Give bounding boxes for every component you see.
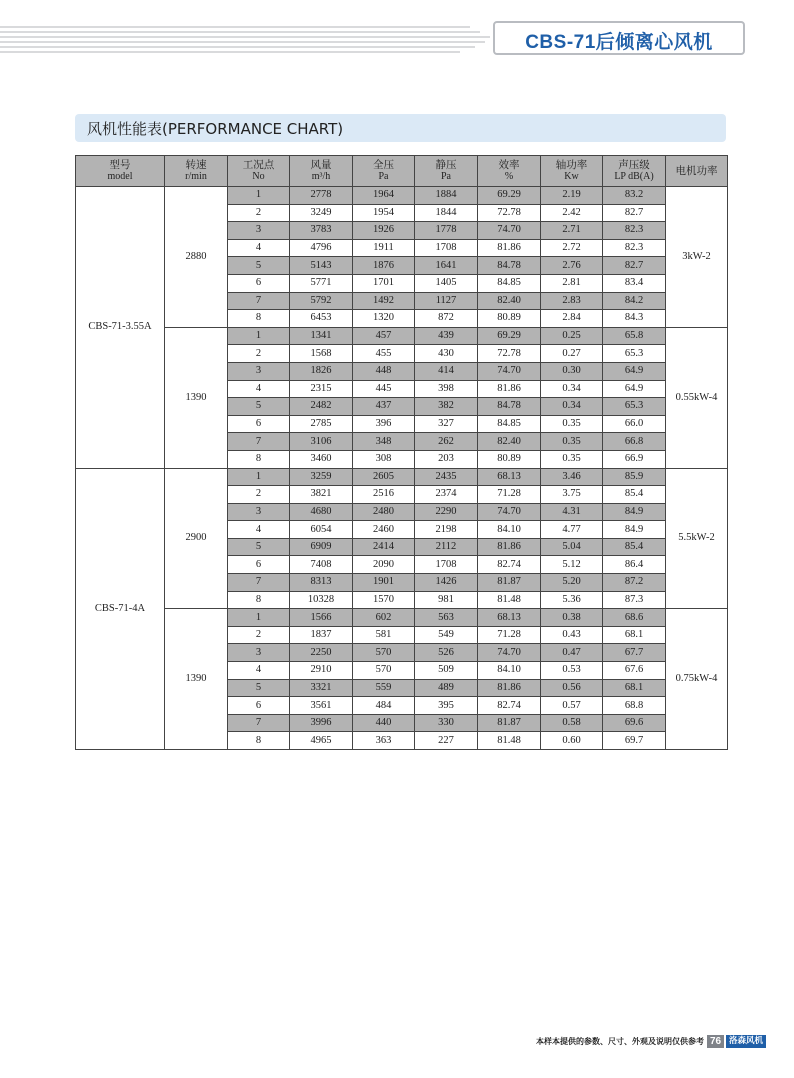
point-cell: 1 [228,468,290,486]
shaft-power-cell: 5.20 [541,574,603,592]
sound-level-cell: 69.7 [603,732,666,750]
airflow-cell: 2778 [290,187,353,205]
table-row [76,468,728,486]
efficiency-cell: 81.48 [478,591,541,609]
sound-level-cell: 87.3 [603,591,666,609]
section-title: 风机性能表(PERFORMANCE CHART) [87,120,344,138]
static-pressure-cell: 1426 [415,574,478,592]
airflow-cell: 1566 [290,609,353,627]
shaft-power-cell: 0.34 [541,398,603,416]
point-cell: 2 [228,345,290,363]
efficiency-cell: 80.89 [478,310,541,328]
airflow-cell: 2910 [290,662,353,680]
efficiency-cell: 84.78 [478,398,541,416]
shaft-power-cell: 2.42 [541,204,603,222]
section-header [75,114,726,142]
sound-level-cell: 84.3 [603,310,666,328]
total-pressure-cell: 1901 [353,574,415,592]
airflow-cell: 4796 [290,239,353,257]
speed-cell: 1390 [165,327,228,468]
total-pressure-cell: 602 [353,609,415,627]
model-cell: CBS-71-3.55A [76,187,165,469]
sound-level-cell: 67.6 [603,662,666,680]
point-cell: 7 [228,433,290,451]
efficiency-cell: 84.10 [478,662,541,680]
column-header-label: 型号 [109,159,131,171]
point-cell: 6 [228,274,290,292]
column-header [666,156,728,187]
efficiency-cell: 81.86 [478,679,541,697]
airflow-cell: 2315 [290,380,353,398]
static-pressure-cell: 981 [415,591,478,609]
efficiency-cell: 82.74 [478,697,541,715]
table-row [76,609,728,627]
column-header [228,156,290,187]
sound-level-cell: 85.4 [603,486,666,504]
point-cell: 8 [228,732,290,750]
table-row [76,327,728,345]
sound-level-cell: 84.9 [603,521,666,539]
shaft-power-cell: 0.35 [541,433,603,451]
speed-cell: 2900 [165,468,228,609]
sound-level-cell: 82.7 [603,257,666,275]
shaft-power-cell: 2.81 [541,274,603,292]
static-pressure-cell: 439 [415,327,478,345]
column-header [478,156,541,187]
sound-level-cell: 86.4 [603,556,666,574]
point-cell: 5 [228,398,290,416]
sound-level-cell: 68.6 [603,609,666,627]
airflow-cell: 3321 [290,679,353,697]
total-pressure-cell: 2480 [353,503,415,521]
shaft-power-cell: 0.43 [541,626,603,644]
total-pressure-cell: 570 [353,644,415,662]
column-header [353,156,415,187]
motor-power-cell: 0.55kW-4 [666,327,728,468]
column-header-unit: LP dB(A) [614,171,654,182]
shaft-power-cell: 5.04 [541,538,603,556]
column-header [415,156,478,187]
point-cell: 8 [228,310,290,328]
total-pressure-cell: 1701 [353,274,415,292]
shaft-power-cell: 0.30 [541,362,603,380]
shaft-power-cell: 0.27 [541,345,603,363]
total-pressure-cell: 440 [353,714,415,732]
airflow-cell: 6453 [290,310,353,328]
sound-level-cell: 64.9 [603,380,666,398]
sound-level-cell: 68.1 [603,679,666,697]
airflow-cell: 3996 [290,714,353,732]
brand-label: 洛森风机 [726,1035,766,1048]
total-pressure-cell: 396 [353,415,415,433]
airflow-cell: 1568 [290,345,353,363]
page-title: CBS-71后倾离心风机 [525,32,713,53]
shaft-power-cell: 0.35 [541,415,603,433]
model-cell: CBS-71-4A [76,468,165,750]
motor-power-cell: 0.75kW-4 [666,609,728,750]
page-number: 76 [707,1035,724,1048]
column-header-unit: % [504,171,514,182]
sound-level-cell: 66.8 [603,433,666,451]
static-pressure-cell: 327 [415,415,478,433]
column-header [76,156,165,187]
shaft-power-cell: 3.75 [541,486,603,504]
static-pressure-cell: 414 [415,362,478,380]
sound-level-cell: 66.0 [603,415,666,433]
airflow-cell: 2785 [290,415,353,433]
shaft-power-cell: 4.77 [541,521,603,539]
airflow-cell: 8313 [290,574,353,592]
static-pressure-cell: 1405 [415,274,478,292]
static-pressure-cell: 549 [415,626,478,644]
airflow-cell: 2250 [290,644,353,662]
static-pressure-cell: 1641 [415,257,478,275]
efficiency-cell: 71.28 [478,626,541,644]
total-pressure-cell: 2460 [353,521,415,539]
total-pressure-cell: 1570 [353,591,415,609]
point-cell: 5 [228,679,290,697]
point-cell: 7 [228,714,290,732]
sound-level-cell: 85.9 [603,468,666,486]
sound-level-cell: 65.3 [603,398,666,416]
airflow-cell: 4680 [290,503,353,521]
airflow-cell: 1826 [290,362,353,380]
shaft-power-cell: 4.31 [541,503,603,521]
point-cell: 5 [228,538,290,556]
column-header-unit: Kw [564,171,579,182]
airflow-cell: 4965 [290,732,353,750]
total-pressure-cell: 308 [353,450,415,468]
table-row [76,187,728,205]
total-pressure-cell: 2414 [353,538,415,556]
total-pressure-cell: 581 [353,626,415,644]
airflow-cell: 5143 [290,257,353,275]
total-pressure-cell: 448 [353,362,415,380]
total-pressure-cell: 455 [353,345,415,363]
efficiency-cell: 69.29 [478,187,541,205]
table-body [76,187,728,750]
total-pressure-cell: 2605 [353,468,415,486]
point-cell: 7 [228,574,290,592]
column-header-label: 转速 [185,159,207,171]
column-header [165,156,228,187]
point-cell: 1 [228,327,290,345]
shaft-power-cell: 5.12 [541,556,603,574]
point-cell: 4 [228,239,290,257]
total-pressure-cell: 1492 [353,292,415,310]
point-cell: 1 [228,187,290,205]
point-cell: 6 [228,556,290,574]
shaft-power-cell: 0.57 [541,697,603,715]
static-pressure-cell: 395 [415,697,478,715]
shaft-power-cell: 0.47 [541,644,603,662]
sound-level-cell: 82.3 [603,239,666,257]
column-header-unit: Pa [441,171,451,182]
airflow-cell: 6054 [290,521,353,539]
point-cell: 3 [228,503,290,521]
efficiency-cell: 82.40 [478,292,541,310]
sound-level-cell: 83.2 [603,187,666,205]
airflow-cell: 3561 [290,697,353,715]
point-cell: 6 [228,697,290,715]
column-header-unit: model [107,171,133,182]
point-cell: 3 [228,644,290,662]
static-pressure-cell: 2198 [415,521,478,539]
point-cell: 6 [228,415,290,433]
static-pressure-cell: 1127 [415,292,478,310]
efficiency-cell: 81.87 [478,574,541,592]
efficiency-cell: 81.86 [478,239,541,257]
airflow-cell: 2482 [290,398,353,416]
static-pressure-cell: 203 [415,450,478,468]
airflow-cell: 3821 [290,486,353,504]
static-pressure-cell: 330 [415,714,478,732]
efficiency-cell: 80.89 [478,450,541,468]
point-cell: 3 [228,362,290,380]
efficiency-cell: 68.13 [478,468,541,486]
airflow-cell: 10328 [290,591,353,609]
column-header [290,156,353,187]
column-header-unit: r/min [185,171,207,182]
sound-level-cell: 84.9 [603,503,666,521]
efficiency-cell: 82.40 [478,433,541,451]
column-header [541,156,603,187]
static-pressure-cell: 563 [415,609,478,627]
point-cell: 8 [228,450,290,468]
total-pressure-cell: 445 [353,380,415,398]
total-pressure-cell: 1954 [353,204,415,222]
motor-power-cell: 3kW-2 [666,187,728,328]
static-pressure-cell: 262 [415,433,478,451]
table-header-row [76,156,728,187]
efficiency-cell: 69.29 [478,327,541,345]
total-pressure-cell: 348 [353,433,415,451]
total-pressure-cell: 1964 [353,187,415,205]
point-cell: 1 [228,609,290,627]
efficiency-cell: 81.86 [478,538,541,556]
static-pressure-cell: 430 [415,345,478,363]
column-header [603,156,666,187]
footer-note: 本样本提供的参数、尺寸、外观及说明仅供参考 [536,1037,704,1046]
shaft-power-cell: 5.36 [541,591,603,609]
sound-level-cell: 64.9 [603,362,666,380]
static-pressure-cell: 227 [415,732,478,750]
efficiency-cell: 72.78 [478,345,541,363]
static-pressure-cell: 2374 [415,486,478,504]
column-header-unit: Pa [378,171,389,182]
shaft-power-cell: 0.60 [541,732,603,750]
efficiency-cell: 84.10 [478,521,541,539]
shaft-power-cell: 2.76 [541,257,603,275]
column-header-unit: m³/h [311,171,331,182]
sound-level-cell: 67.7 [603,644,666,662]
total-pressure-cell: 570 [353,662,415,680]
total-pressure-cell: 2090 [353,556,415,574]
column-header-label: 静压 [435,159,457,171]
point-cell: 4 [228,380,290,398]
column-header-label: 风量 [310,159,332,171]
static-pressure-cell: 872 [415,310,478,328]
performance-table [75,155,728,750]
airflow-cell: 6909 [290,538,353,556]
sound-level-cell: 68.1 [603,626,666,644]
column-header-label: 工况点 [242,159,275,171]
static-pressure-cell: 382 [415,398,478,416]
efficiency-cell: 81.48 [478,732,541,750]
efficiency-cell: 84.85 [478,415,541,433]
sound-level-cell: 68.8 [603,697,666,715]
airflow-cell: 3783 [290,222,353,240]
efficiency-cell: 72.78 [478,204,541,222]
shaft-power-cell: 2.72 [541,239,603,257]
column-header-unit: No [252,171,265,182]
point-cell: 4 [228,521,290,539]
shaft-power-cell: 2.19 [541,187,603,205]
column-header-label: 声压级 [618,159,650,171]
static-pressure-cell: 398 [415,380,478,398]
total-pressure-cell: 1911 [353,239,415,257]
airflow-cell: 1837 [290,626,353,644]
total-pressure-cell: 437 [353,398,415,416]
total-pressure-cell: 457 [353,327,415,345]
column-header-label: 效率 [498,159,520,171]
efficiency-cell: 74.70 [478,503,541,521]
point-cell: 4 [228,662,290,680]
efficiency-cell: 71.28 [478,486,541,504]
sound-level-cell: 82.7 [603,204,666,222]
motor-power-cell: 5.5kW-2 [666,468,728,609]
efficiency-cell: 74.70 [478,644,541,662]
total-pressure-cell: 484 [353,697,415,715]
point-cell: 2 [228,626,290,644]
airflow-cell: 3249 [290,204,353,222]
airflow-cell: 7408 [290,556,353,574]
sound-level-cell: 87.2 [603,574,666,592]
static-pressure-cell: 1778 [415,222,478,240]
shaft-power-cell: 3.46 [541,468,603,486]
shaft-power-cell: 2.84 [541,310,603,328]
sound-level-cell: 66.9 [603,450,666,468]
airflow-cell: 5792 [290,292,353,310]
header-stripes [0,22,500,56]
point-cell: 8 [228,591,290,609]
sound-level-cell: 84.2 [603,292,666,310]
sound-level-cell: 83.4 [603,274,666,292]
total-pressure-cell: 2516 [353,486,415,504]
efficiency-cell: 81.87 [478,714,541,732]
sound-level-cell: 65.3 [603,345,666,363]
static-pressure-cell: 1708 [415,239,478,257]
static-pressure-cell: 1884 [415,187,478,205]
shaft-power-cell: 0.35 [541,450,603,468]
shaft-power-cell: 2.71 [541,222,603,240]
total-pressure-cell: 1320 [353,310,415,328]
shaft-power-cell: 0.25 [541,327,603,345]
shaft-power-cell: 0.56 [541,679,603,697]
airflow-cell: 3106 [290,433,353,451]
speed-cell: 2880 [165,187,228,328]
static-pressure-cell: 526 [415,644,478,662]
total-pressure-cell: 1926 [353,222,415,240]
sound-level-cell: 82.3 [603,222,666,240]
shaft-power-cell: 0.38 [541,609,603,627]
airflow-cell: 3259 [290,468,353,486]
speed-cell: 1390 [165,609,228,750]
airflow-cell: 3460 [290,450,353,468]
point-cell: 3 [228,222,290,240]
total-pressure-cell: 363 [353,732,415,750]
point-cell: 5 [228,257,290,275]
point-cell: 2 [228,204,290,222]
airflow-cell: 5771 [290,274,353,292]
point-cell: 7 [228,292,290,310]
static-pressure-cell: 2435 [415,468,478,486]
efficiency-cell: 68.13 [478,609,541,627]
efficiency-cell: 84.78 [478,257,541,275]
shaft-power-cell: 0.58 [541,714,603,732]
efficiency-cell: 74.70 [478,222,541,240]
static-pressure-cell: 489 [415,679,478,697]
shaft-power-cell: 2.83 [541,292,603,310]
efficiency-cell: 82.74 [478,556,541,574]
static-pressure-cell: 2112 [415,538,478,556]
efficiency-cell: 81.86 [478,380,541,398]
static-pressure-cell: 2290 [415,503,478,521]
column-header-label: 全压 [373,159,394,171]
static-pressure-cell: 1844 [415,204,478,222]
airflow-cell: 1341 [290,327,353,345]
column-header-label: 电机功率 [675,165,718,177]
sound-level-cell: 69.6 [603,714,666,732]
static-pressure-cell: 509 [415,662,478,680]
sound-level-cell: 85.4 [603,538,666,556]
total-pressure-cell: 1876 [353,257,415,275]
total-pressure-cell: 559 [353,679,415,697]
shaft-power-cell: 0.53 [541,662,603,680]
sound-level-cell: 65.8 [603,327,666,345]
efficiency-cell: 84.85 [478,274,541,292]
shaft-power-cell: 0.34 [541,380,603,398]
point-cell: 2 [228,486,290,504]
column-header-label: 轴功率 [555,159,588,171]
efficiency-cell: 74.70 [478,362,541,380]
page-title-box [493,21,745,55]
static-pressure-cell: 1708 [415,556,478,574]
